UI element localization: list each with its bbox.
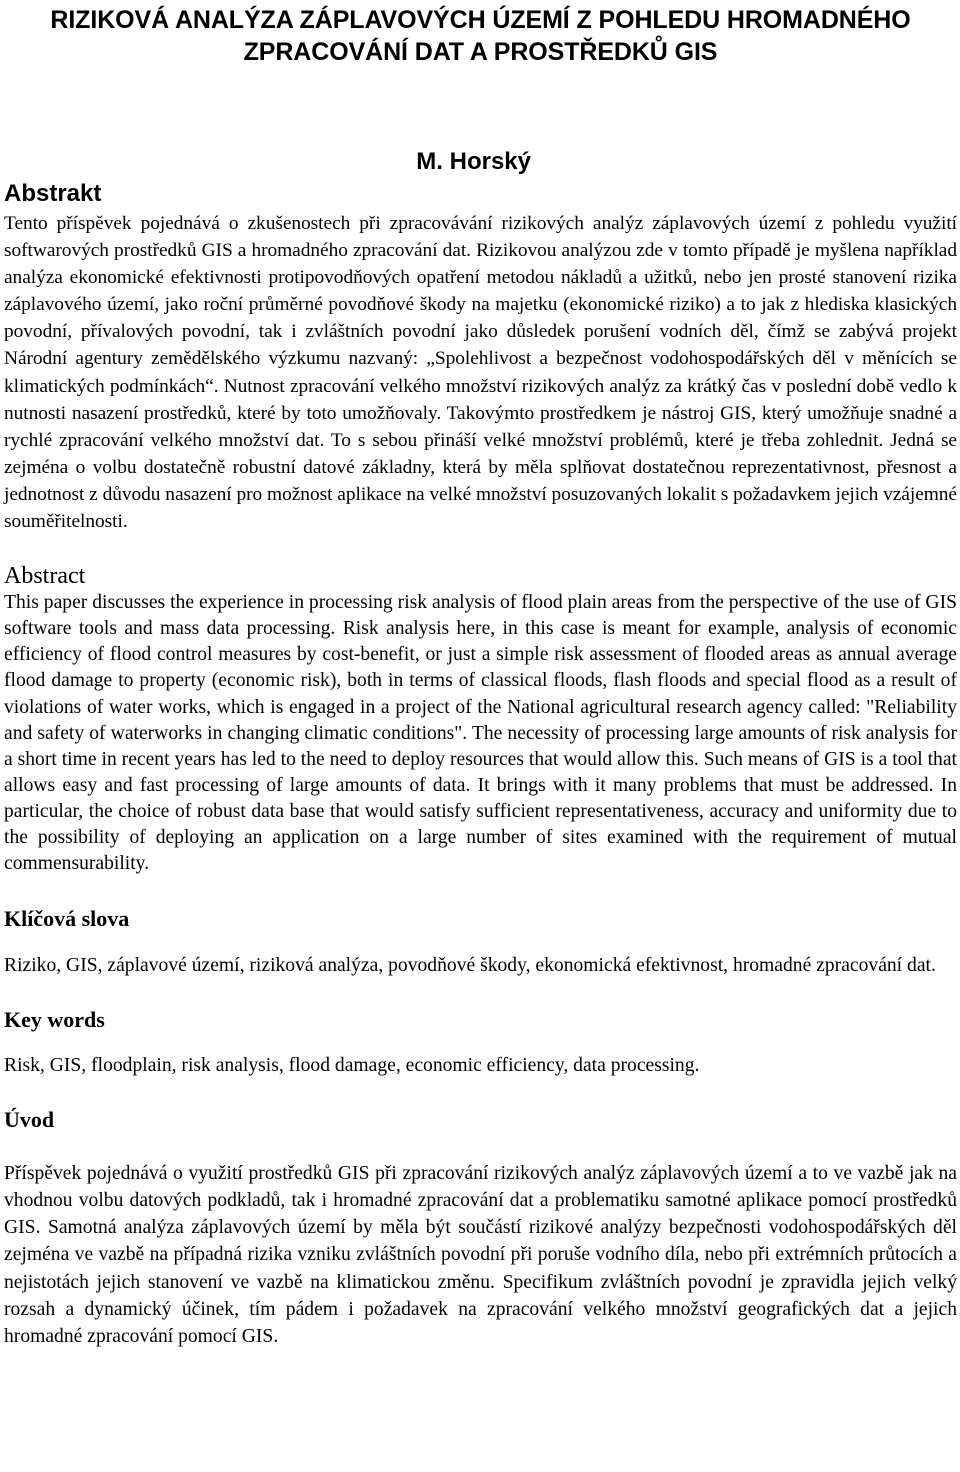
intro-heading: Úvod <box>4 1107 55 1133</box>
abstract-en-heading: Abstract <box>4 563 86 590</box>
abstract-cz-section <box>4 180 957 535</box>
keywords-en-section <box>4 1006 957 1080</box>
abstract-cz-heading: Abstrakt <box>4 180 102 207</box>
paper-title: RIZIKOVÁ ANALÝZA ZÁPLAVOVÝCH ÚZEMÍ Z POHLEDU HROMADNÉHO ZPRACOVÁNÍ DAT A PROSTŘEDKŮ GIS <box>50 6 911 66</box>
intro-section <box>4 1106 957 1350</box>
abstract-en-text: This paper discusses the experience in processing risk analysis of flood plain areas from the perspective of the use of GIS software tools and mass data processing. Risk analysis here, in this case is meant for example, analysis of economic efficiency of flood control measures by cost-benefit, or just a simple risk assessment of flooded areas as annual average flood damage to property (economic risk), both in terms of classical floods, flash floods and special flood as a result of violations of water works, which is engaged in a project of the National agricultural research agency called: "Reliability and safety of waterworks in changing climatic conditions". The necessity of processing large amounts of risk analysis for a short time in recent years has led to the need to deploy resources that would allow this. Such means of GIS is a tool that allows easy and fast processing of large amounts of data. It brings with it many problems that must be addressed. In particular, the choice of robust data base that would satisfy sufficient representativeness, accuracy and uniformity due to the possibility of deploying an application on a large number of sites examined with the requirement of mutual commensurability. <box>4 592 957 875</box>
abstract-en-section <box>4 562 957 877</box>
intro-text: Příspěvek pojednává o využití prostředků GIS při zpracování rizikových analýz záplavových území a to ve vazbě jak na vhodnou volbu datových podkladů, tak i hromadné zpracování dat a problematiku samotné aplikace pomocí prostředků GIS. Samotná analýza záplavových území by měla být součástí rizikové analýzy bezpečnosti vodohospodářských děl zejména ve vazbě na případná rizika vzniku zvláštních povodní při poruše vodního díla, nebo při extrémních průtocích a nejistotách jejich stanovení ve vazbě na klimatickou změnu. Specifikum zvláštních povodní je zpravidla jejich velký rozsah a dynamický účinek, tím pádem i požadavek na zpracování velkého množství geografických dat a jejich hromadné zpracování pomocí GIS. <box>4 1163 957 1347</box>
author-name: M. Horský <box>416 148 531 175</box>
keywords-cz-section <box>4 905 957 980</box>
keywords-cz-text: Riziko, GIS, záplavové území, riziková analýza, povodňové škody, ekonomická efektivnost, hromadné zpracování dat. <box>4 955 936 977</box>
abstract-cz-text: Tento příspěvek pojednává o zkušenostech při zpracovávání rizikových analýz záplavových území z pohledu využití softwarových prostředků GIS a hromadného zpracování dat. Rizikovou analýzou zde v tomto případě je myšlena například analýza ekonomické efektivnosti protipovodňových opatření metodou nákladů a užitků, nebo jen prosté stanovení rizika záplavového území, jako roční průměrné povodňové škody na majetku (ekonomické riziko) a to jak z hlediska klasických povodní, přívalových povodní, tak i zvláštních povodní jako důsledek porušení vodních děl, čímž se zabývá projekt Národní agentury zemědělského výzkumu nazvaný: „Spolehlivost a bezpečnost vodohospodářských děl v měnících se klimatických podmínkách“. Nutnost zpracování velkého množství rizikových analýz za krátký čas v poslední době vedlo k nutnosti nasazení prostředků, které by toto umožňovaly. Takovýmto prostředkem je nástroj GIS, který umožňuje snadné a rychlé zpracování velkého množství dat. To s sebou přináší velké množství problémů, které je třeba zohlednit. Jedná se zejména o volbu dostatečně robustní datové základny, která by měla splňovat dostatečnou reprezentativnost, přesnost a jednotnost z důvodu nasazení pro možnost aplikace na velké množství posuzovaných lokalit s požadavkem jejich vzájemné souměřitelnosti. <box>4 213 957 533</box>
keywords-cz-heading: Klíčová slova <box>4 906 130 932</box>
keywords-en-heading: Key words <box>4 1007 105 1033</box>
keywords-en-text: Risk, GIS, floodplain, risk analysis, flood damage, economic efficiency, data processing. <box>4 1055 700 1077</box>
